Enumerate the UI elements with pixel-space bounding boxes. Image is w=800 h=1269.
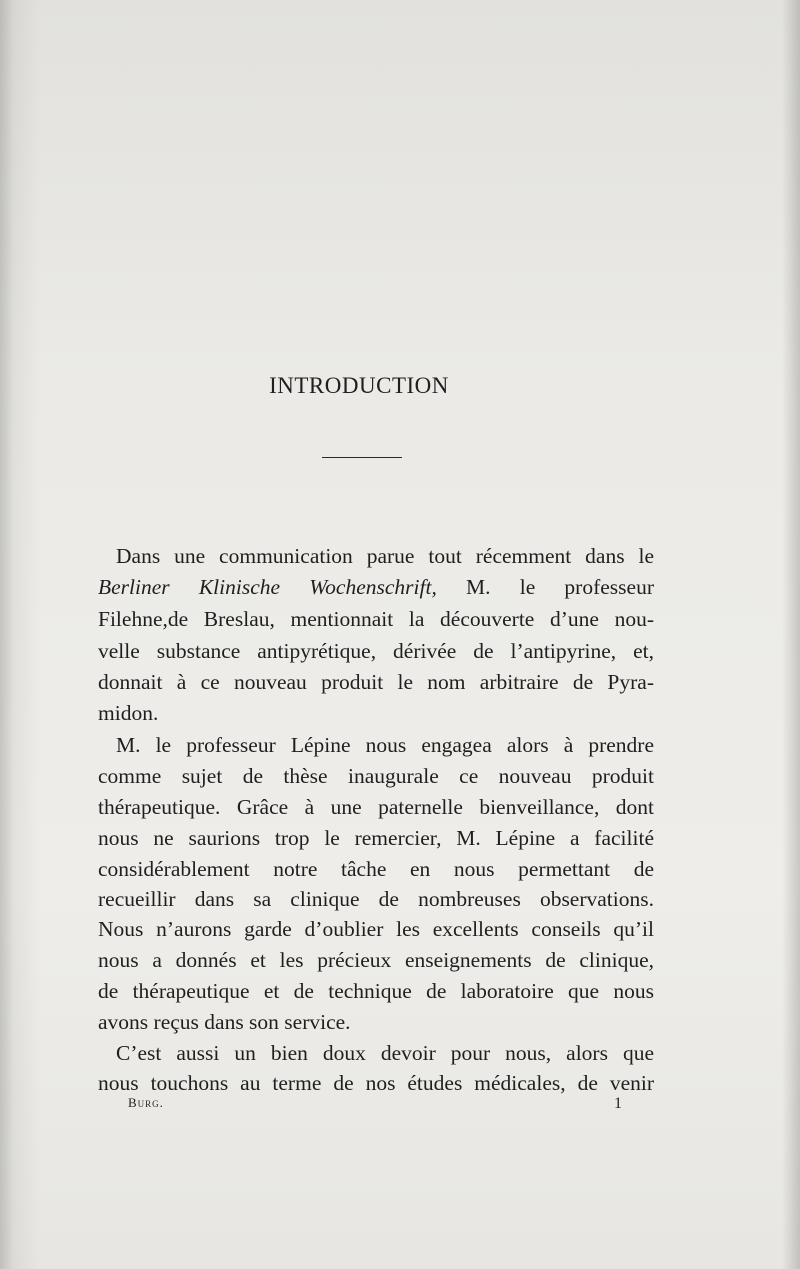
body-line: nous touchons au terme de nos études médicales, de venir bbox=[98, 1071, 654, 1095]
body-line: thérapeutique. Grâce à une paternelle bienveillance, dont bbox=[98, 795, 654, 819]
body-line: nous a donnés et les précieux enseignements de clinique, bbox=[98, 948, 654, 972]
body-line: comme sujet de thèse inaugurale ce nouveau produit bbox=[98, 764, 654, 788]
body-line: Filehne,de Breslau, mentionnait la découverte d’une nou- bbox=[98, 607, 654, 631]
body-line: considérablement notre tâche en nous permettant de bbox=[98, 857, 654, 881]
journal-title: Berliner Klinische Wochenschrift, bbox=[98, 575, 437, 599]
chapter-title: INTRODUCTION bbox=[269, 373, 449, 398]
body-line bbox=[98, 572, 654, 602]
body-line: M. le professeur Lépine nous engagea alors à prendre bbox=[116, 733, 654, 757]
body-line: nous ne saurions trop le remercier, M. Lépine a facilité bbox=[98, 826, 654, 850]
body-line: midon. bbox=[98, 701, 159, 725]
body-line: C’est aussi un bien doux devoir pour nous, alors que bbox=[116, 1041, 654, 1065]
body-line: Nous n’aurons garde d’oublier les excellents conseils qu’il bbox=[98, 917, 654, 941]
body-line: Dans une communication parue tout récemment dans le bbox=[116, 544, 654, 568]
title-rule bbox=[322, 457, 402, 458]
body-line: velle substance antipyrétique, dérivée de l’antipyrine, et, bbox=[98, 639, 654, 663]
signature-mark: Burg. bbox=[128, 1095, 164, 1110]
body-line: donnait à ce nouveau produit le nom arbitraire de Pyra- bbox=[98, 670, 654, 694]
body-line: recueillir dans sa clinique de nombreuses observations. bbox=[98, 887, 654, 911]
body-line: avons reçus dans son service. bbox=[98, 1010, 351, 1034]
body-line-rest: M. le professeur bbox=[436, 575, 654, 599]
page-number: 1 bbox=[614, 1095, 622, 1112]
body-line: de thérapeutique et de technique de laboratoire que nous bbox=[98, 979, 654, 1003]
